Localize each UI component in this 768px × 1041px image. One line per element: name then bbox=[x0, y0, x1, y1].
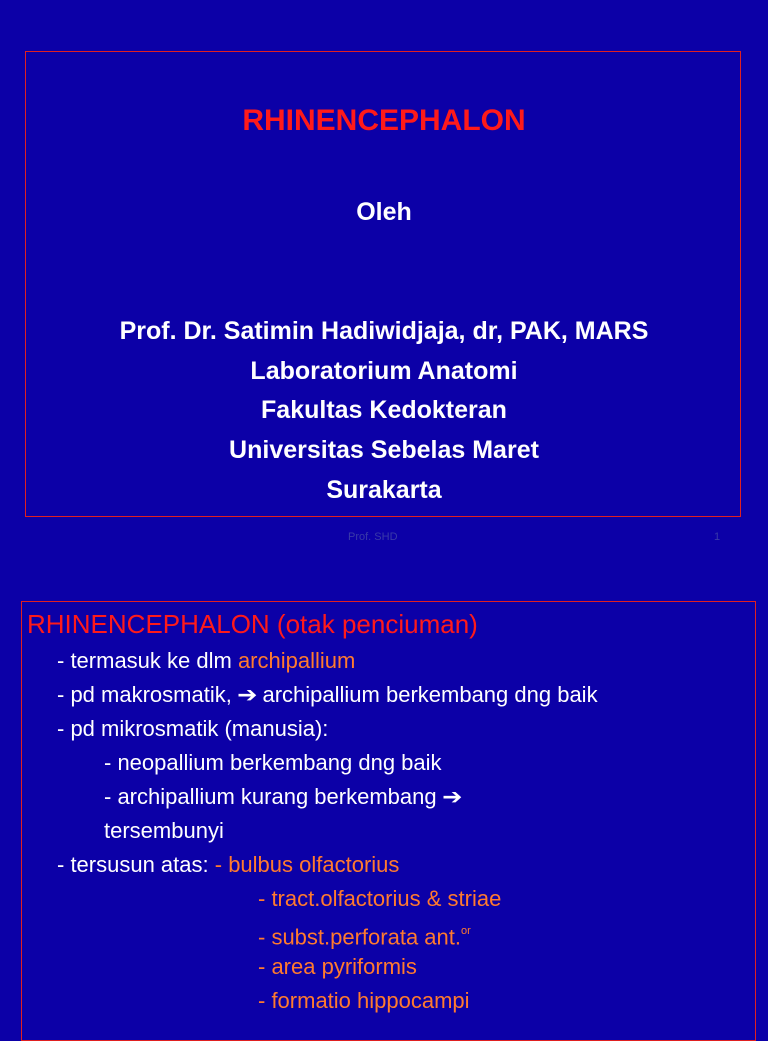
slide-2-title: RHINENCEPHALON (otak penciuman) bbox=[27, 609, 478, 639]
bullet-line-1 bbox=[57, 648, 355, 674]
bullet-line-5-text: - archipallium kurang berkembang bbox=[104, 784, 443, 809]
author-university: Universitas Sebelas Maret bbox=[229, 436, 539, 464]
by-label: Oleh bbox=[356, 198, 412, 226]
bullet-line-7-text: - tersusun atas: bbox=[57, 852, 215, 877]
arrow-right-icon: ➔ bbox=[237, 682, 258, 707]
slide-1-title: RHINENCEPHALON bbox=[242, 104, 526, 137]
component-formatio: - formatio hippocampi bbox=[258, 988, 470, 1013]
slide-number: 1 bbox=[714, 531, 721, 543]
component-subst bbox=[258, 920, 471, 950]
bullet-line-7 bbox=[57, 852, 399, 878]
component-sup: or bbox=[461, 925, 471, 937]
component-tract: - tract.olfactorius & striae bbox=[258, 886, 502, 911]
bullet-line-1-text: - termasuk ke dlm bbox=[57, 648, 238, 673]
component-bulbus: - bulbus olfactorius bbox=[214, 852, 400, 877]
slide-footer-author: Prof. SHD bbox=[348, 531, 398, 543]
bullet-line-1-highlight: archipallium bbox=[237, 648, 356, 673]
bullet-line-5 bbox=[104, 784, 461, 810]
author-lab: Laboratorium Anatomi bbox=[250, 357, 518, 385]
component-subst-text: - subst.perforata ant. bbox=[258, 924, 461, 950]
author-name: Prof. Dr. Satimin Hadiwidjaja, dr, PAK, MARS bbox=[119, 317, 649, 345]
bullet-line-4: - neopallium berkembang dng baik bbox=[104, 750, 442, 775]
bullet-line-3: - pd mikrosmatik (manusia): bbox=[57, 716, 329, 741]
bullet-line-2-suffix: archipallium berkembang dng baik bbox=[256, 682, 598, 707]
arrow-right-icon: ➔ bbox=[441, 784, 463, 809]
bullet-line-6: tersembunyi bbox=[104, 818, 224, 843]
bullet-line-2 bbox=[57, 682, 598, 708]
author-city: Surakarta bbox=[326, 476, 442, 504]
component-area: - area pyriformis bbox=[258, 954, 417, 979]
bullet-line-2-text: - pd makrosmatik, bbox=[57, 682, 238, 707]
author-faculty: Fakultas Kedokteran bbox=[261, 396, 507, 424]
